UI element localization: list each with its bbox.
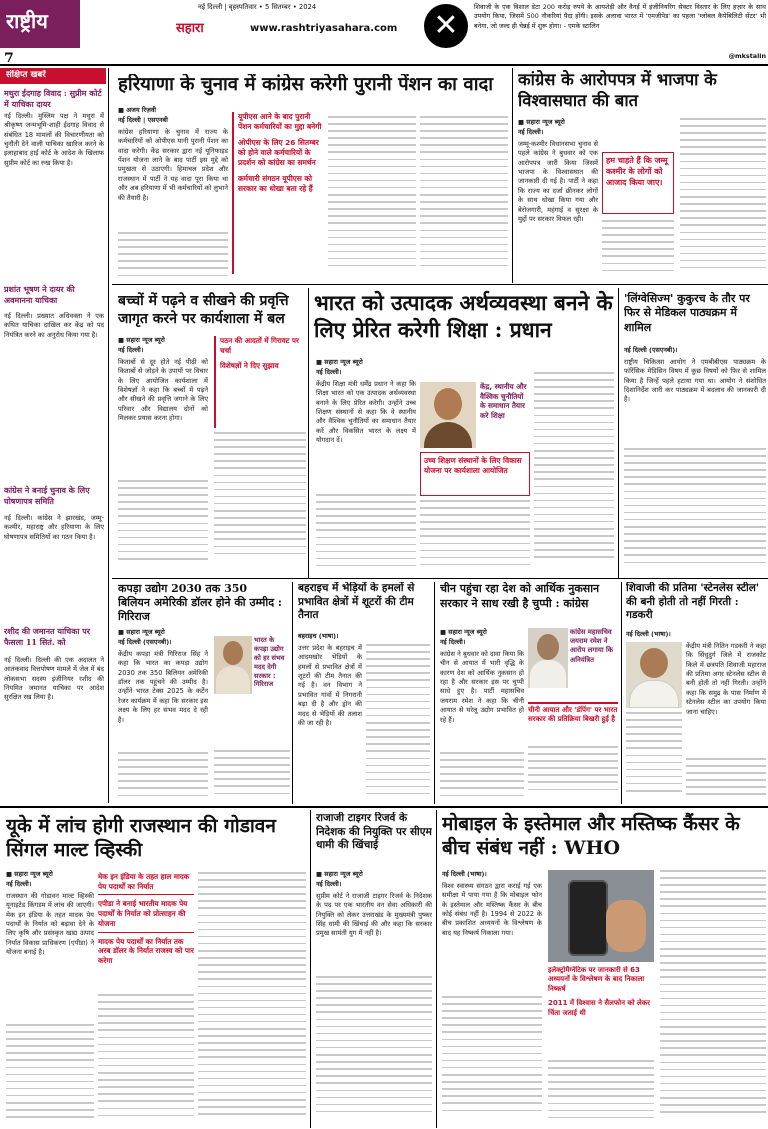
who-mobile-photo <box>548 870 654 962</box>
pullquote-item: कर्मचारी संगठन यूपीएस को सरकार का धोखा बता रहे हैं <box>238 173 313 193</box>
brief-item-title: कांग्रेस ने बनाई चुनाव के लिए घोषणापत्र समिति <box>4 485 90 506</box>
haryana-byline: ■ अजय रिज़वी <box>118 106 157 114</box>
pullquote-text: चीनी आयात और 'डंपिंग' पर भारत सरकार की प्रतिक्रिया बिखरी हुई है <box>528 706 618 724</box>
brief-item-title: रशीद की जमानत याचिका पर फैसला 11 सितं. को <box>4 626 91 647</box>
education-dateline: नई दिल्ली। <box>316 368 342 376</box>
haryana-body: कांग्रेस हरियाणा के चुनाव में राज्य के कर्मचारियों को ओपीएस यानी पुरानी पेंशन का वादा करेगी। केंद्र सरकार द्वारा नई यूनिफाइड पेंशन योजना लाने के बाद पार्टी इस मुद्दे को प्रमुखता से उठाएगी। हिमाचल प्रदेश और राजस्थान में पार्टी ने यह वादा पूरा किया था और अब हरियाणा में भी कर्मचारियों को लुभाने की तैयारी है। <box>118 128 228 202</box>
shivaji-column-3 <box>686 758 766 802</box>
tiger-byline: ■ सहारा न्यूज ब्यूरो <box>316 870 363 878</box>
column-divider <box>308 288 309 578</box>
congress-bjp-dateline: नई दिल्ली। <box>518 128 544 136</box>
row-divider <box>112 578 768 579</box>
who-body-continued <box>442 996 542 1126</box>
haryana-dateline: नई दिल्ली | एसएनबी <box>118 116 168 124</box>
who-caption <box>548 966 654 1056</box>
column-divider <box>436 810 437 1128</box>
brief-item-body: नई दिल्ली। मुस्लिम पक्ष ने मथुरा में श्रीकृष्ण जन्मभूमि-शाही ईदगाह विवाद से संबंधित 18 मामलों की विचारणीयता को चुनौती देने वाली याचिका खारिज करने के इलाहाबाद हाई कोर्ट के आदेश के खिलाफ सुप्रीम कोर्ट का रुख किया है। <box>4 112 104 167</box>
date-line: नई दिल्ली | बृहस्पतिवार • 5 सितम्बर • 2024 <box>198 3 317 11</box>
column-divider <box>621 582 622 804</box>
brief-title: संक्षिप्त खबरें <box>6 70 46 80</box>
children-byline: ■ सहारा न्यूज ब्यूरो <box>118 336 165 344</box>
tiger-dateline: नई दिल्ली। <box>316 880 342 888</box>
haryana-column-2 <box>328 116 416 282</box>
education-byline: ■ सहारा न्यूज ब्यूरो <box>316 358 363 366</box>
lifestyle-headline: 'लिंग्वेसिज्म' कुकुरच के तौर पर फिर से मेडिकल पाठ्यक्रम में शामिल <box>624 292 750 334</box>
page-number: 7 <box>4 51 14 62</box>
children-column-2 <box>214 432 306 570</box>
website: www.rashtriyasahara.com <box>250 23 398 34</box>
china-column-3 <box>528 746 618 802</box>
shivaji-dateline: नई दिल्ली (भाषा)। <box>626 630 671 638</box>
brief-item-title: प्रशांत भूषण ने दायर की अवमानना याचिका <box>4 284 75 305</box>
brief-column <box>0 68 106 803</box>
column-divider <box>618 288 619 578</box>
children-body-continued <box>118 480 208 570</box>
china-caption: कांग्रेस महासचिव जयराम रमेश ने आरोप लगाया कि अनियंत्रित <box>570 628 613 664</box>
congress-bjp-column-2 <box>602 220 674 282</box>
whisky-body: राजस्थान की गोडावन माल्ट व्हिस्की यूनाइटेड किंगडम में लांच की जाएगी। मेक इन इंडिया के तहत मादक पेय पदार्थों के निर्यात को बढ़ावा देने के लिए कृषि और प्रसंस्कृत खाद्य उत्पाद निर्यात विकास प्राधिकरण (एपीडा) ने योजना बनाई है। <box>6 892 94 957</box>
who-column-2 <box>548 1060 654 1126</box>
children-headline: बच्चों में पढ़ने व सीखने की प्रवृत्ति जागृत करने पर कार्यशाला में बल <box>118 293 289 328</box>
education-column-3 <box>420 500 530 572</box>
haryana-pullquote <box>232 112 324 274</box>
who-dateline: नई दिल्ली (भाषा)। <box>442 870 487 878</box>
paper-name: सहारा <box>176 21 204 36</box>
children-body: किताबों से दूर होते नई पीढ़ी को किताबों से जोड़ने के उपायों पर विचार के लिए आयोजित कार्यशाला में विशेषज्ञों ने कहा कि बच्चों में पढ़ने और सीखने की प्रवृत्ति जगाने के लिए परिवार और विद्यालय दोनों को मिलकर प्रयास करना होगा। <box>118 358 208 423</box>
quote-text: शिवाजी के एक विशाल डेटा 200 करोड़ रुपये के आयशेड़ी और वैनर्ड़ में इंजीनियरिंग सेक्टर विस्तार के लिए हज़ार के साथ उपयोग किया, जिसमें 500 नौकरियां पैदा होंगी। इसके अलावा भारत में 'एमजीपेड' का पहला 'ग्लोबल कैपेबिलिटी सेंटर' भी बनेगा, जो जल्द ही चेन्नई में शुरू होगा। - एमके स्टालिन <box>474 3 766 30</box>
china-body-continued <box>440 752 524 802</box>
china-byline: ■ सहारा न्यूज ब्यूरो <box>440 628 487 636</box>
brief-item-body: नई दिल्ली। प्रख्यात अधिवक्ता ने एक कथित याचिका दाखिल कर केंद्र को पद नियंत्रित करने का अनुरोध किया गया है। <box>4 312 104 339</box>
caption-item: इलेक्ट्रोमैग्नेटिक पर जानकारी से 63 अध्ययनों के विश्लेषण के बाद निकाला निष्कर्ष <box>548 966 645 993</box>
shivaji-body-continued <box>626 712 682 802</box>
section-divider <box>512 68 513 283</box>
pullquote-text: हम चाहते हैं कि जम्मू कश्मीर के लोगों को आजाद किया जाए। <box>606 156 668 187</box>
x-logo-icon: ✕ <box>424 4 468 48</box>
pullquote-item: मेक इन इंडिया के तहत हाल मादक पेय पदार्थों का निर्यात <box>98 872 194 895</box>
pullquote-item: विशेषज्ञों ने दिए सुझाव <box>220 361 279 371</box>
education-pullquote <box>420 452 530 496</box>
textile-byline: ■ सहारा न्यूज ब्यूरो <box>118 628 165 636</box>
shivaji-gadkari-photo <box>626 642 682 708</box>
textile-body-continued <box>118 752 208 802</box>
wolves-column-2 <box>366 644 430 802</box>
congress-bjp-pullquote <box>602 152 674 214</box>
pullquote-item: यूपीएस आने के बाद पुरानी पेंशन कर्मचारियों का मुद्दा बनेगी <box>238 112 322 131</box>
whisky-headline: यूके में लांच होगी राजस्थान की गोडावन सिंगल माल्ट व्हिस्की <box>6 815 276 862</box>
lifestyle-body-continued <box>624 448 766 572</box>
china-pullquote <box>528 702 618 742</box>
pullquote-item: पठन की आदतों में गिरावट पर चर्चा <box>220 336 299 355</box>
china-leader-photo <box>528 628 568 688</box>
whisky-byline: ■ सहारा न्यूज ब्यूरो <box>6 870 53 878</box>
brief-item-body: नई दिल्ली। दिल्ली की एक अदालत ने आतंकवाद वित्तपोषण मामले में जेल में बंद लोकसभा सदस्य इंजीनियर रशीद की नियमित जमानत याचिका पर आदेश सुरक्षित रख लिया है। <box>4 656 104 702</box>
education-column-4 <box>534 372 614 572</box>
brief-divider <box>108 68 109 803</box>
education-caption: केंद्र, स्थानीय और वैश्विक चुनौतियों के समाधान तैयार करे शिक्षा <box>480 382 527 421</box>
wolves-headline: बहराइच में भेड़ियों के हमलों से प्रभावित क्षेत्रों में शूटरों की टीम तैनात <box>298 582 415 622</box>
who-headline: मोबाइल के इस्तेमाल और मस्तिष्क कैंसर के बीच संबंध नहीं : WHO <box>442 813 740 860</box>
textile-body: केंद्रीय कपड़ा मंत्री गिरिराज सिंह ने कहा कि भारत का कपड़ा उद्योग 2030 तक 350 बिलियन अमेरिकी डॉलर तक पहुंचने की उम्मीद है। उन्होंने भारत टेक्स 2025 के कर्टेन रेजर कार्यक्रम में कहा कि सरकार इस लक्ष्य के लिए हर संभव मदद दे रही है। <box>118 650 208 724</box>
who-column-3 <box>660 870 766 1126</box>
section-title: राष्ट्रीय <box>6 9 48 33</box>
haryana-body-continued <box>118 232 228 282</box>
wolves-dateline: बहराइच (भाषा)। <box>298 632 339 640</box>
congress-bjp-column-3 <box>680 118 766 282</box>
row-divider <box>112 284 768 285</box>
brief-item-body: नई दिल्ली। कांग्रेस ने झारखंड, जम्मू-कश्मीर, महाराष्ट्र और हरियाणा के लिए घोषणापत्र समितियों का गठन किया है। <box>4 514 104 541</box>
education-minister-photo <box>420 382 476 448</box>
haryana-headline: हरियाणा के चुनाव में कांग्रेस करेगी पुरानी पेंशन का वादा <box>118 74 494 95</box>
whisky-dateline: नई दिल्ली। <box>6 880 32 888</box>
textile-headline: कपड़ा उद्योग 2030 तक 350 बिलियन अमेरिकी डॉलर होने की उम्मीद : गिरिराज <box>118 582 282 624</box>
children-dateline: नई दिल्ली। <box>118 346 144 354</box>
congress-bjp-body: जम्मू-कश्मीर विधानसभा चुनाव से पहले कांग्रेस ने बुधवार को एक आरोपपत्र जारी किया जिसमें भाजपा के विश्वासघात की जानकारी दी गई है। पार्टी ने कहा कि राज्य का दर्जा छीनकर लोगों के साथ धोखा किया गया और बेरोजगारी, महंगाई व सुरक्षा के मुद्दों पर सरकार विफल रही। <box>518 140 598 223</box>
whisky-pullquote <box>98 872 194 990</box>
column-divider <box>310 810 311 1128</box>
row-divider <box>0 806 768 808</box>
haryana-column-3 <box>420 116 508 282</box>
who-body: विश्व स्वास्थ्य संगठन द्वारा कराई गई एक समीक्षा में पाया गया है कि मोबाइल फोन के इस्तेमाल और मस्तिष्क कैंसर के बीच कोई संबंध नहीं है। 1994 से 2022 के बीच प्रकाशित अध्ययनों के विश्लेषण के बाद यह निष्कर्ष निकाला गया। <box>442 882 542 937</box>
textile-minister-photo <box>214 636 252 694</box>
education-body-continued <box>316 494 416 572</box>
wolves-body: उत्तर प्रदेश के बहराइच में आदमखोर भेड़ियों के हमलों से प्रभावित क्षेत्रों में शूटरों की टीम तैनात की गई है। वन विभाग ने प्रभावित गांवों में निगरानी बढ़ा दी है और ड्रोन की मदद से भेड़ियों की तलाश की जा रही है। <box>298 644 362 727</box>
lifestyle-dateline: नई दिल्ली (एसएनबी)। <box>624 346 678 354</box>
pullquote-item: एपीडा ने बनाई भारतीय मादक पेय पदार्थों के निर्यात को प्रोत्साहन की योजना <box>98 899 194 932</box>
tiger-body-continued <box>316 976 432 1126</box>
masthead-rule <box>0 64 768 66</box>
children-pullquote <box>214 336 306 428</box>
masthead <box>0 0 768 62</box>
textile-dateline: नई दिल्ली (एसएनबी)। <box>118 638 172 646</box>
column-divider <box>434 582 435 804</box>
pullquote-item: मादक पेय पदार्थों का निर्यात तक अरब डॉलर के निर्यात राजस्व को पार करेगा <box>98 936 194 966</box>
whisky-body-continued <box>6 1024 94 1126</box>
quote-handle: @mkstalin <box>728 52 766 60</box>
congress-bjp-byline: ■ सहारा न्यूज ब्यूरो <box>518 118 565 126</box>
lifestyle-body: राष्ट्रीय चिकित्सा आयोग ने एमबीबीएस पाठ्यक्रम के फॉरेंसिक मेडिसिन विषय में कुछ विषयों को फिर से शामिल किया है जिन्हें पहले हटाया गया था। आयोग ने संशोधित दिशानिर्देश जारी कर पाठ्यक्रम में बदलाव की जानकारी दी है। <box>624 358 766 404</box>
caption-item: 2011 में विश्वास ने सैलफोन को लेकर चिंता जताई थी <box>548 999 651 1017</box>
education-body: केंद्रीय शिक्षा मंत्री धर्मेंद्र प्रधान ने कहा कि शिक्षा भारत को एक उत्पादक अर्थव्यवस्था बनाने के लिए प्रेरित करेगी। उन्होंने उच्च शिक्षण संस्थानों से कहा कि वे स्थानीय और वैश्विक चुनौतियों का समाधान तैयार करें और विकसित भारत के लक्ष्य में योगदान दें। <box>316 380 416 445</box>
congress-bjp-headline: कांग्रेस के आरोपपत्र में भाजपा के विश्वासघात की बात <box>518 70 717 110</box>
pullquote-text: उच्च शिक्षण संस्थानों के लिए विकास योजना पर कार्यशाला आयोजित <box>424 456 522 475</box>
tiger-body: सुप्रीम कोर्ट ने राजाजी टाइगर रिजर्व के निदेशक के पद पर एक भारतीय वन सेवा अधिकारी की नियुक्ति को लेकर उत्तराखंड के मुख्यमंत्री पुष्कर सिंह धामी की खिंचाई की और कहा कि सरकार प्रमुख सामंती युग में नहीं है। <box>316 892 432 938</box>
textile-column-3 <box>214 750 290 802</box>
china-headline: चीन पहुंचा रहा देश को आर्थिक नुकसान सरकार ने साध रखी है चुप्पी : कांग्रेस <box>440 582 600 610</box>
china-dateline: नई दिल्ली। <box>440 638 466 646</box>
column-divider <box>292 582 293 804</box>
whisky-column-2 <box>98 994 194 1126</box>
tiger-headline: राजाजी टाइगर रिजर्व के निदेशक की नियुक्ति पर सीएम धामी की खिंचाई <box>316 812 432 852</box>
shivaji-headline: शिवाजी की प्रतिमा 'स्टेनलेस स्टील' की बनी होती तो नहीं गिरती : गडकरी <box>626 582 760 622</box>
brief-item-title: मथुरा ईदगाह विवाद : सुप्रीम कोर्ट में याचिका दायर <box>4 88 102 109</box>
pullquote-item: ओपीएस के लिए 26 सितम्बर को होने वाले कर्मचारियों के प्रदर्शन को कांग्रेस का समर्थन <box>238 137 319 167</box>
china-body: कांग्रेस ने बुधवार को दावा किया कि चीन से आयात में भारी वृद्धि के कारण देश को आर्थिक नुकसान हो रहा है और सरकार इस पर चुप्पी साधे हुए है। पार्टी महासचिव जयराम रमेश ने कहा कि चीनी आयात से घरेलू उद्योग प्रभावित हो रहे हैं। <box>440 650 524 724</box>
whisky-column-3 <box>198 872 306 1126</box>
education-headline: भारत को उत्पादक अर्थव्यवस्था बनने के लिए प्रेरित करेगी शिक्षा : प्रधान <box>314 290 613 342</box>
shivaji-body: केंद्रीय मंत्री नितिन गडकरी ने कहा कि सिंधुदुर्ग जिले में राजकोट किले में छत्रपति शिवाजी महाराज की प्रतिमा अगर स्टेनलेस स्टील से बनी होती तो नहीं गिरती। उन्होंने कहा कि समुद्र के पास निर्माण में स्टेनलेस स्टील का उपयोग किया जाना चाहिए। <box>686 642 766 716</box>
textile-caption: भारत के कपड़ा उद्योग को हर संभव मदद देगी सरकार : गिरिराज <box>254 636 285 689</box>
